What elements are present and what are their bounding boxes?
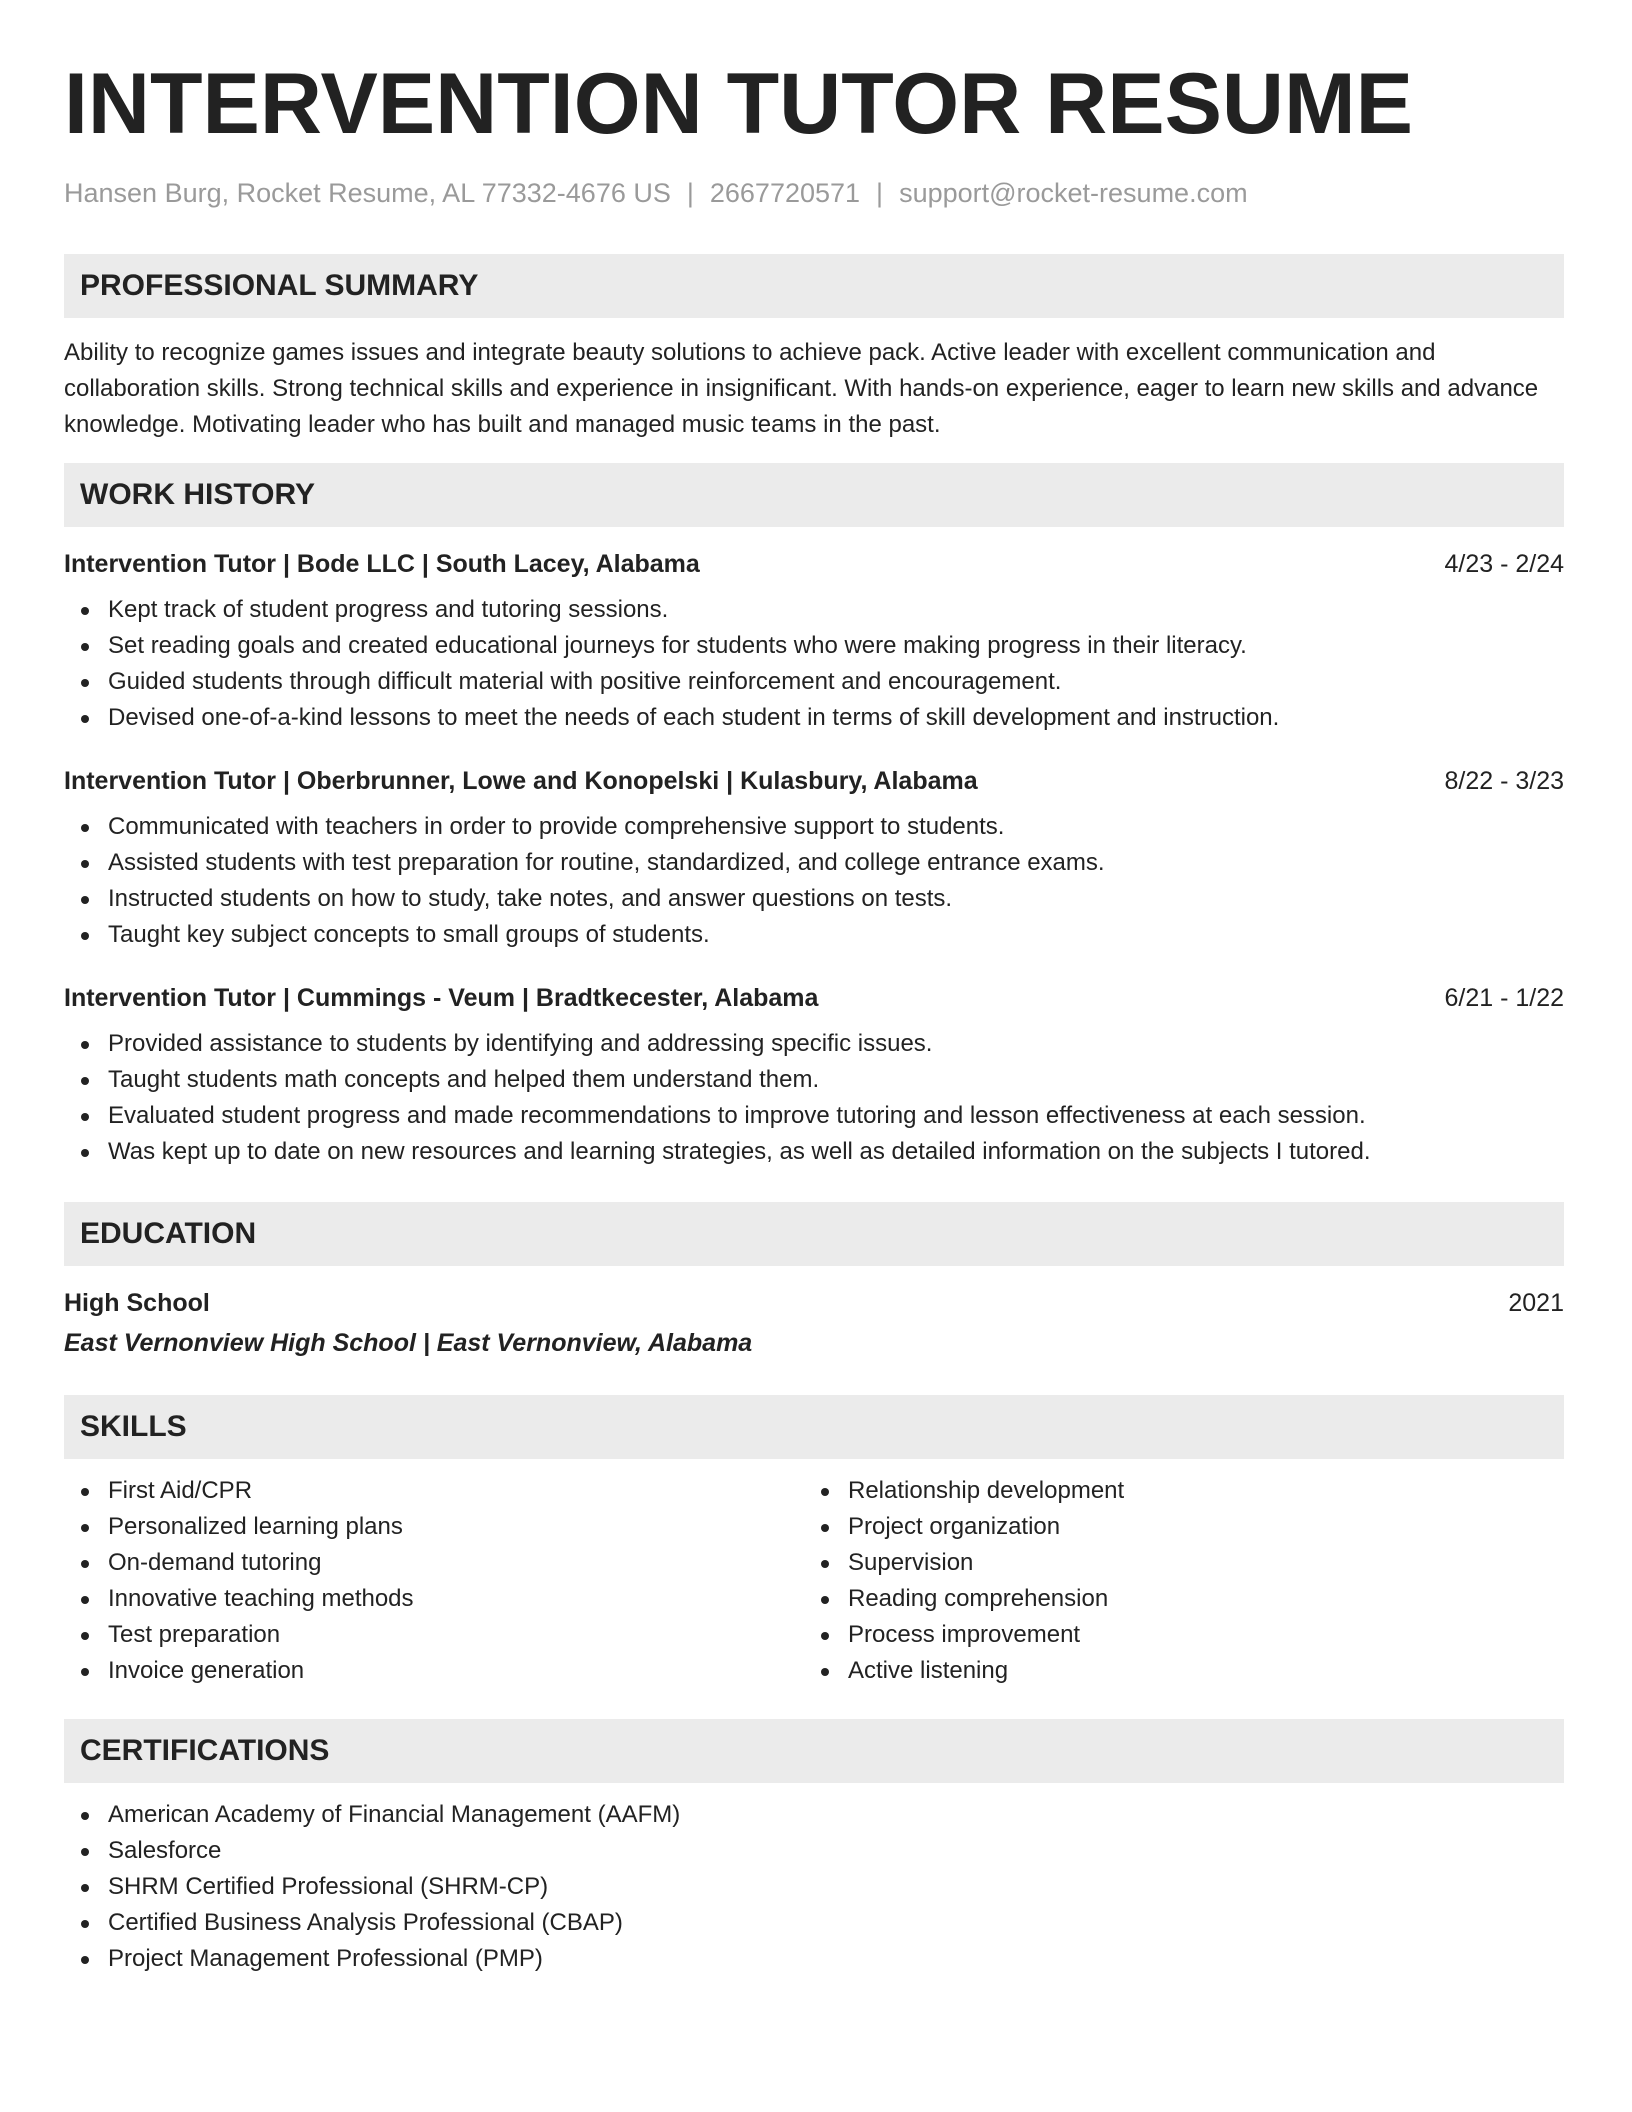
job-header xyxy=(64,546,1564,582)
education-degree: High School xyxy=(64,1289,210,1317)
skills-column-left xyxy=(64,1473,804,1689)
job-bullet: Taught key subject concepts to small groups of students. xyxy=(64,917,1564,953)
job-bullet: Was kept up to date on new resources and learning strategies, as well as detailed information on the subjects I tutored. xyxy=(64,1134,1564,1170)
skills-list xyxy=(64,1473,1564,1689)
job-bullet: Evaluated student progress and made recommendations to improve tutoring and lesson effectiveness at each session. xyxy=(64,1098,1564,1134)
job-bullets xyxy=(64,592,1564,736)
job-header xyxy=(64,980,1564,1016)
education-year: 2021 xyxy=(1508,1289,1564,1317)
job-bullet: Set reading goals and created educational journeys for students who were making progress in their literacy. xyxy=(64,628,1564,664)
job-bullet: Assisted students with test preparation for routine, standardized, and college entrance exams. xyxy=(64,845,1564,881)
job-bullet: Instructed students on how to study, take notes, and answer questions on tests. xyxy=(64,881,1564,917)
job-bullets xyxy=(64,1026,1564,1170)
section-header-summary xyxy=(64,254,1564,318)
job-entry xyxy=(64,980,1564,1170)
job-bullet: Kept track of student progress and tutoring sessions. xyxy=(64,592,1564,628)
job-bullet: Guided students through difficult material with positive reinforcement and encouragement. xyxy=(64,664,1564,700)
education-entry xyxy=(64,1285,1564,1321)
section-title: PROFESSIONAL SUMMARY xyxy=(80,269,479,302)
contact-line xyxy=(64,176,1564,210)
certification-item: SHRM Certified Professional (SHRM-CP) xyxy=(64,1869,1564,1905)
contact-email: support@rocket-resume.com xyxy=(899,178,1248,208)
job-dates: 4/23 - 2/24 xyxy=(1444,550,1564,578)
contact-separator: | xyxy=(686,178,694,208)
skill-item: Supervision xyxy=(804,1545,1544,1581)
section-title: CERTIFICATIONS xyxy=(80,1734,330,1767)
section-header-skills xyxy=(64,1395,1564,1459)
job-title: Intervention Tutor | Oberbrunner, Lowe and Konopelski | Kulasbury, Alabama xyxy=(64,767,978,795)
skill-item: On-demand tutoring xyxy=(64,1545,804,1581)
job-bullet: Taught students math concepts and helped them understand them. xyxy=(64,1062,1564,1098)
certification-item: Salesforce xyxy=(64,1833,1564,1869)
section-header-education xyxy=(64,1202,1564,1266)
job-bullet: Communicated with teachers in order to provide comprehensive support to students. xyxy=(64,809,1564,845)
skill-item: First Aid/CPR xyxy=(64,1473,804,1509)
section-title: WORK HISTORY xyxy=(80,478,316,511)
certification-item: Certified Business Analysis Professional (CBAP) xyxy=(64,1905,1564,1941)
skills-column-right xyxy=(804,1473,1544,1689)
job-bullet: Devised one-of-a-kind lessons to meet the needs of each student in terms of skill development and instruction. xyxy=(64,700,1564,736)
skill-item: Test preparation xyxy=(64,1617,804,1653)
skill-item: Project organization xyxy=(804,1509,1544,1545)
job-bullets xyxy=(64,809,1564,953)
certification-item: Project Management Professional (PMP) xyxy=(64,1941,1564,1977)
section-title: EDUCATION xyxy=(80,1217,257,1250)
section-title: SKILLS xyxy=(80,1410,187,1443)
job-title: Intervention Tutor | Bode LLC | South Lacey, Alabama xyxy=(64,550,700,578)
skill-item: Process improvement xyxy=(804,1617,1544,1653)
resume-page xyxy=(64,52,1564,1977)
job-header xyxy=(64,763,1564,799)
resume-title: INTERVENTION TUTOR RESUME xyxy=(64,56,1414,152)
certifications-list xyxy=(64,1797,1564,1977)
section-header-work-history xyxy=(64,463,1564,527)
skill-item: Invoice generation xyxy=(64,1653,804,1689)
skill-item: Reading comprehension xyxy=(804,1581,1544,1617)
contact-address: Hansen Burg, Rocket Resume, AL 77332-4676 US xyxy=(64,178,671,208)
skill-item: Relationship development xyxy=(804,1473,1544,1509)
contact-separator: | xyxy=(876,178,884,208)
certification-item: American Academy of Financial Management (AAFM) xyxy=(64,1797,1564,1833)
job-dates: 6/21 - 1/22 xyxy=(1444,984,1564,1012)
job-bullet: Provided assistance to students by identifying and addressing specific issues. xyxy=(64,1026,1564,1062)
job-entry xyxy=(64,546,1564,736)
skill-item: Personalized learning plans xyxy=(64,1509,804,1545)
job-dates: 8/22 - 3/23 xyxy=(1444,767,1564,795)
skill-item: Innovative teaching methods xyxy=(64,1581,804,1617)
section-header-certifications xyxy=(64,1719,1564,1783)
skill-item: Active listening xyxy=(804,1653,1544,1689)
job-title: Intervention Tutor | Cummings - Veum | Bradtkecester, Alabama xyxy=(64,984,819,1012)
education-school: East Vernonview High School | East Vernonview, Alabama xyxy=(64,1329,753,1357)
contact-phone: 2667720571 xyxy=(709,178,861,208)
summary-text: Ability to recognize games issues and integrate beauty solutions to achieve pack. Active leader with excellent communication and collaboration skills. Strong technical skills and experience in insignificant. With hands-on experience, eager to learn new skills and advance knowledge. Motivating leader who has built and managed music teams in the past. xyxy=(64,339,1539,438)
job-entry xyxy=(64,763,1564,953)
